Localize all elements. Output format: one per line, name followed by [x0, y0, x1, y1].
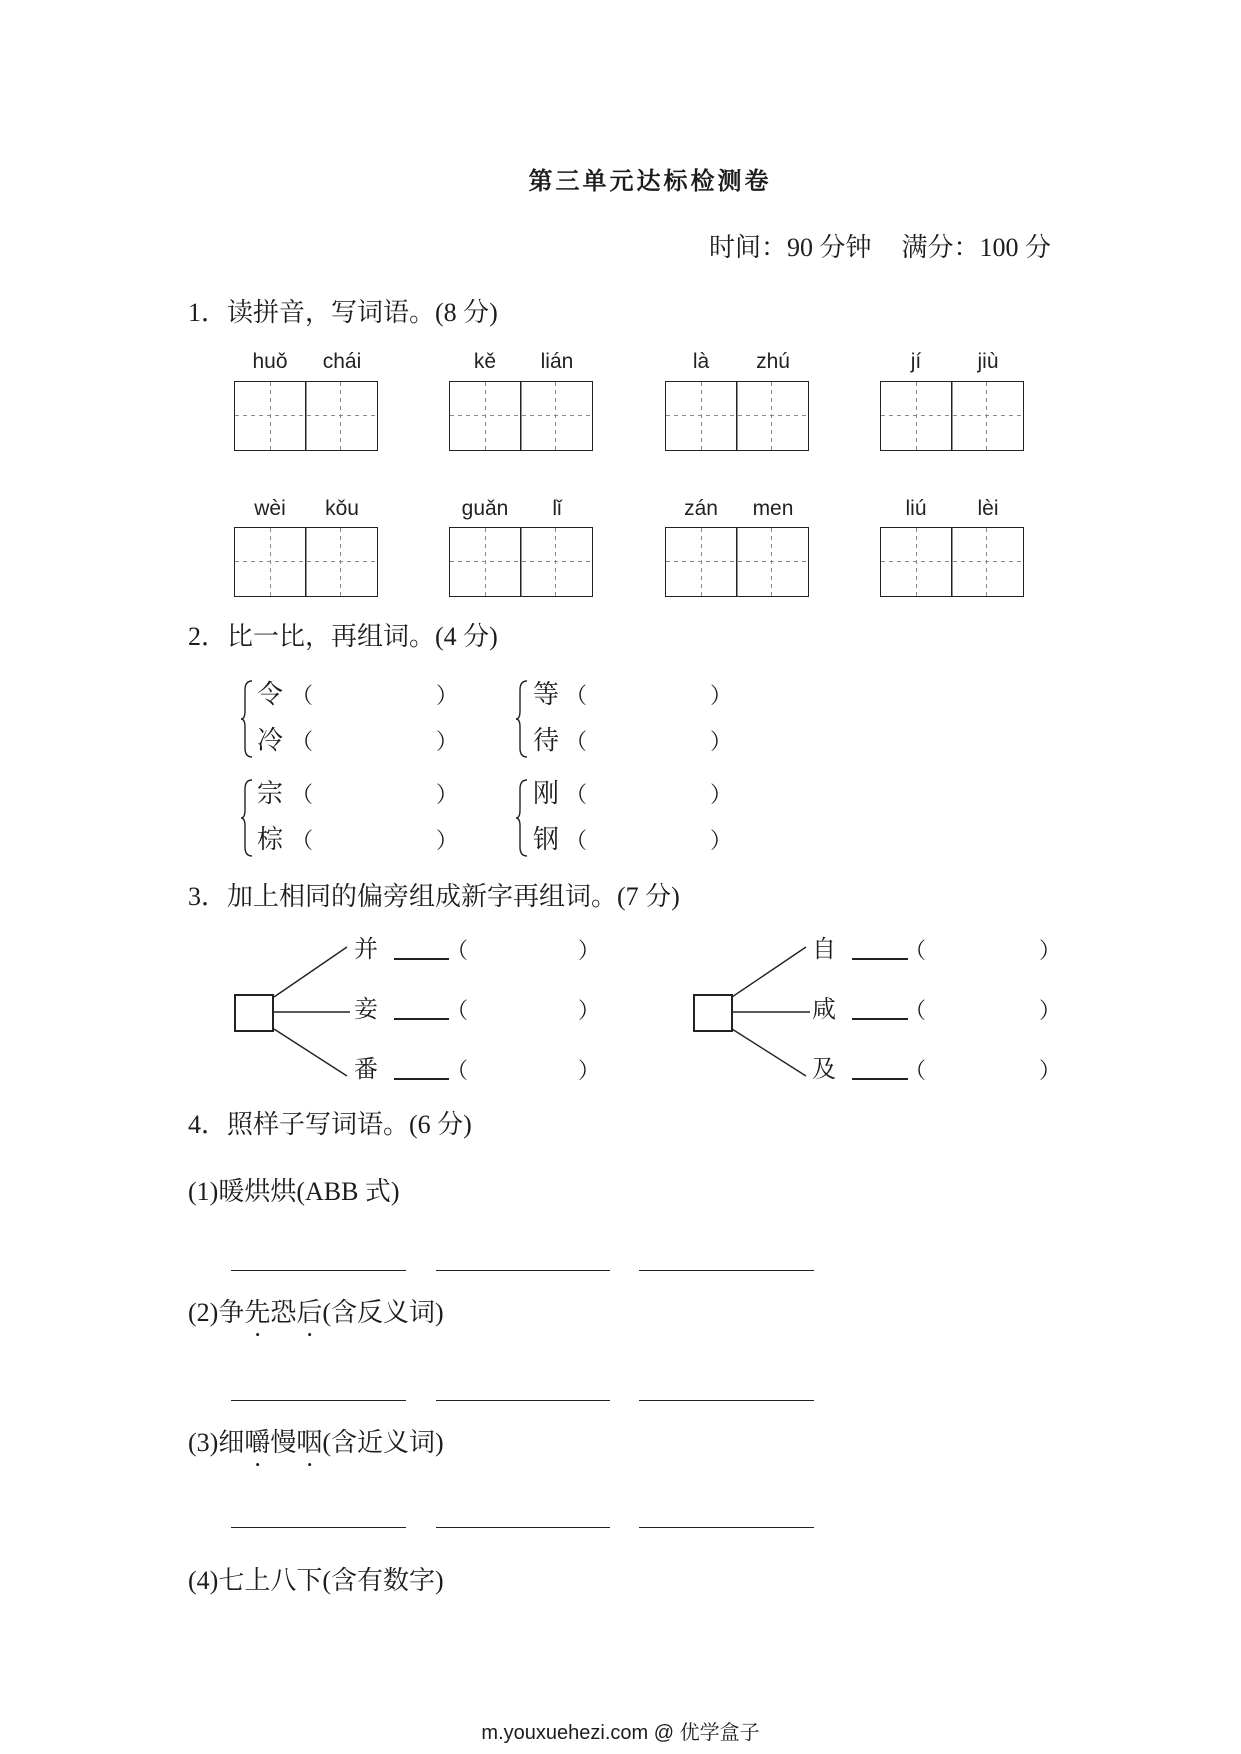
- writing-grid: [449, 527, 593, 597]
- open-paren: （: [291, 828, 314, 853]
- close-paren: ）: [578, 938, 601, 963]
- compare-char: 令: [257, 680, 284, 709]
- connector-line: [274, 1029, 347, 1076]
- answer-line: [639, 1400, 814, 1401]
- pinyin-word-group: [665, 498, 809, 598]
- pinyin-word-group: [880, 498, 1024, 598]
- q4-item-text: (含反义词): [322, 1298, 444, 1327]
- pinyin-syllable: huǒ: [252, 350, 288, 373]
- answer-line: [436, 1400, 610, 1401]
- pinyin-word-group: [880, 351, 1024, 451]
- q1-heading: 1．读拼音，写词语。(8 分): [188, 298, 498, 327]
- pinyin-syllable: lián: [540, 350, 574, 373]
- pinyin-syllable: zhú: [756, 350, 790, 373]
- open-paren: （: [565, 683, 588, 708]
- q4-item-text: (4)七上八下(含有数字): [188, 1566, 444, 1595]
- q4-item: [188, 1179, 400, 1205]
- connector-line: [274, 947, 347, 997]
- answer-blank: [394, 1018, 449, 1020]
- pinyin-syllable: lǐ: [552, 497, 562, 520]
- emphasized-char: 先: [244, 1298, 271, 1327]
- compare-char: 棕: [257, 825, 284, 854]
- footer-watermark: m.youxuehezi.com @ 优学盒子: [481, 1722, 760, 1744]
- pinyin-word-group: [449, 351, 593, 451]
- emphasized-char: 后: [296, 1298, 323, 1327]
- base-char: 番: [354, 1057, 378, 1083]
- compare-char: 冷: [257, 726, 284, 755]
- pinyin-syllable: jiù: [977, 350, 999, 373]
- close-paren: ）: [710, 782, 733, 807]
- close-paren: ）: [1039, 938, 1062, 963]
- writing-grid: [234, 527, 378, 597]
- pinyin-syllable: zán: [684, 497, 718, 520]
- close-paren: ）: [436, 683, 459, 708]
- q4-item-text: (3)细: [188, 1428, 245, 1457]
- answer-line: [231, 1270, 406, 1271]
- time-limit: 时间：90 分钟: [708, 233, 872, 262]
- base-char: 自: [812, 937, 836, 963]
- answer-blank: [852, 1018, 908, 1020]
- close-paren: ）: [436, 828, 459, 853]
- answer-line: [436, 1270, 610, 1271]
- base-char: 并: [354, 937, 378, 963]
- q4-item: [188, 1298, 444, 1342]
- close-paren: ）: [710, 828, 733, 853]
- pinyin-syllable: jí: [910, 350, 922, 373]
- answer-blank: [394, 1078, 449, 1080]
- pinyin-syllable: chái: [322, 350, 362, 373]
- close-paren: ）: [710, 683, 733, 708]
- close-paren: ）: [1039, 998, 1062, 1023]
- writing-grid: [449, 381, 593, 451]
- q4-item-text: (1)暖烘烘(ABB 式): [188, 1177, 400, 1206]
- open-paren: （: [291, 683, 314, 708]
- q4-heading: 4．照样子写词语。(6 分): [188, 1110, 472, 1139]
- brace: [515, 680, 529, 758]
- radical-box: [234, 994, 274, 1032]
- pinyin-syllable: là: [692, 350, 710, 373]
- close-paren: ）: [578, 1058, 601, 1083]
- pinyin-syllable: kǒu: [325, 497, 359, 520]
- q4-item-text: 慢: [270, 1428, 297, 1457]
- connector-line: [732, 947, 806, 997]
- open-paren: （: [291, 729, 314, 754]
- q4-item: [188, 1568, 444, 1594]
- writing-grid: [234, 381, 378, 451]
- pinyin-syllable: wèi: [254, 497, 286, 520]
- answer-line: [231, 1400, 406, 1401]
- q4-item-text: 恐: [270, 1298, 297, 1327]
- writing-grid: [880, 381, 1024, 451]
- open-paren: （: [446, 998, 469, 1023]
- q2-heading: 2．比一比，再组词。(4 分): [188, 622, 498, 651]
- radical-box: [693, 994, 733, 1032]
- answer-blank: [852, 1078, 908, 1080]
- open-paren: （: [565, 828, 588, 853]
- emphasized-char: 嚼: [244, 1428, 271, 1457]
- brace: [240, 779, 254, 857]
- answer-blank: [852, 958, 908, 960]
- emphasized-char: 咽: [296, 1428, 323, 1457]
- close-paren: ）: [436, 729, 459, 754]
- q4-item: [188, 1428, 444, 1472]
- close-paren: ）: [578, 998, 601, 1023]
- pinyin-word-group: [234, 498, 378, 598]
- compare-char: 刚: [533, 779, 560, 808]
- q4-item-text: (2)争: [188, 1298, 245, 1327]
- close-paren: ）: [710, 729, 733, 754]
- open-paren: （: [446, 938, 469, 963]
- brace: [515, 779, 529, 857]
- close-paren: ）: [436, 782, 459, 807]
- writing-grid: [880, 527, 1024, 597]
- open-paren: （: [904, 938, 927, 963]
- open-paren: （: [565, 729, 588, 754]
- writing-grid: [665, 381, 809, 451]
- brace: [240, 680, 254, 758]
- open-paren: （: [904, 998, 927, 1023]
- open-paren: （: [565, 782, 588, 807]
- compare-char: 等: [533, 680, 560, 709]
- open-paren: （: [291, 782, 314, 807]
- pinyin-word-group: [449, 498, 593, 598]
- answer-line: [436, 1527, 610, 1528]
- answer-line: [231, 1527, 406, 1528]
- pinyin-syllable: guǎn: [461, 497, 509, 520]
- writing-grid: [665, 527, 809, 597]
- pinyin-syllable: liú: [905, 497, 927, 520]
- compare-char: 钢: [533, 825, 560, 854]
- pinyin-syllable: kě: [473, 350, 497, 373]
- open-paren: （: [446, 1058, 469, 1083]
- compare-char: 宗: [257, 779, 284, 808]
- pinyin-syllable: lèi: [977, 497, 999, 520]
- full-score: 满分：100 分: [901, 233, 1051, 262]
- answer-line: [639, 1270, 814, 1271]
- pinyin-word-group: [665, 351, 809, 451]
- q4-item-text: (含近义词): [322, 1428, 444, 1457]
- open-paren: （: [904, 1058, 927, 1083]
- page-title: 第三单元达标检测卷: [528, 169, 772, 195]
- close-paren: ）: [1039, 1058, 1062, 1083]
- answer-line: [639, 1527, 814, 1528]
- q3-heading: 3．加上相同的偏旁组成新字再组词。(7 分): [188, 882, 680, 911]
- connector-line: [732, 1029, 806, 1076]
- pinyin-word-group: [234, 351, 378, 451]
- base-char: 咸: [812, 997, 836, 1023]
- answer-blank: [394, 958, 449, 960]
- exam-meta: [709, 235, 1051, 261]
- compare-char: 待: [533, 726, 560, 755]
- pinyin-syllable: men: [752, 497, 794, 520]
- base-char: 及: [812, 1057, 836, 1083]
- base-char: 妾: [354, 997, 378, 1023]
